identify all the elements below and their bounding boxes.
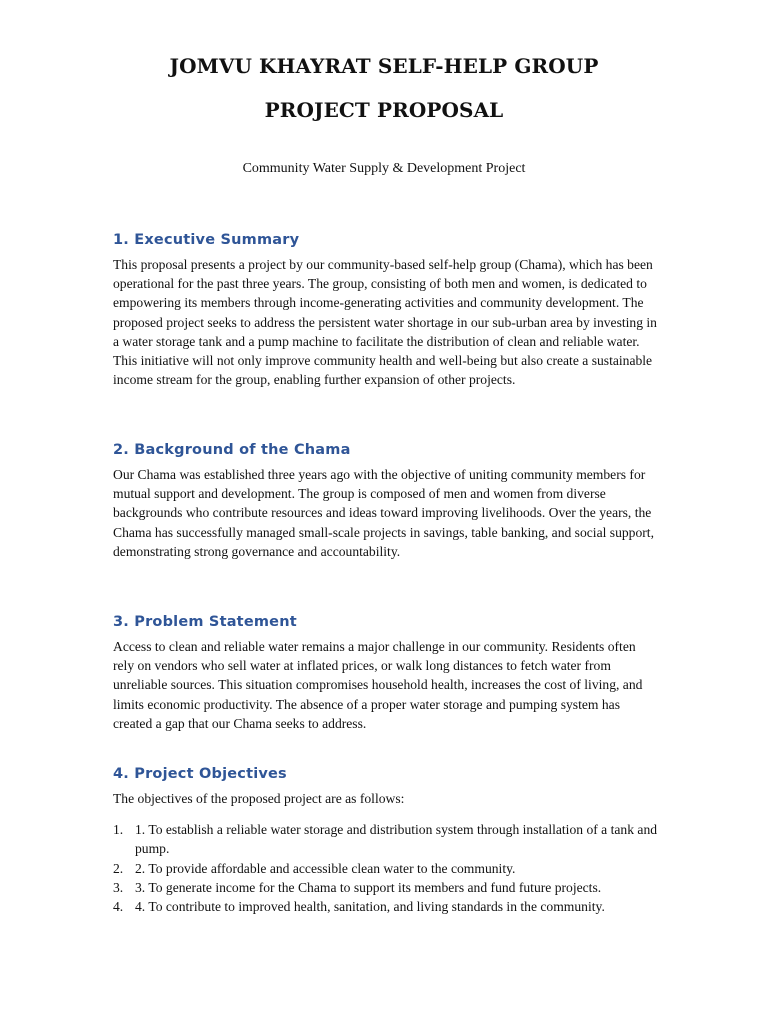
section-heading: 1. Executive Summary (113, 232, 300, 248)
list-item-text: 2. To provide affordable and accessible clean water to the community. (135, 860, 516, 876)
list-item-number: 4. (113, 899, 124, 915)
project-name: Community Water Supply & Development Project (242, 161, 526, 176)
section-background (113, 439, 658, 561)
section-body: This proposal presents a project by our community-based self-help group (Chama), which has been operational for the past three years. The group, consisting of both men and women, is dedicated to empowering its members through income-generating activities and community development. The proposed project seeks to address the persistent water shortage in our sub-urban area by investing in a water storage tank and a pump machine to facilitate the distribution of clean and reliable water. This initiative will not only improve community health and well-being but also create a sustainable income stream for the group, enabling further expansion of other projects. (113, 257, 657, 388)
section-project-objectives (113, 763, 658, 916)
section-body: Access to clean and reliable water remains a major challenge in our community. Residents often rely on vendors who sell water at inflated prices, or walk long distances to fetch water from unreliable sources. This situation compromises household health, increases the cost of living, and limits economic productivity. The absence of a proper water storage and pumping system has created a gap that our Chama seeks to address. (113, 639, 643, 731)
section-executive-summary (113, 229, 658, 389)
section-body: The objectives of the proposed project are as follows: (113, 791, 405, 806)
list-item-text: 4. To contribute to improved health, sanitation, and living standards in the community. (135, 899, 605, 915)
section-body: Our Chama was established three years ago with the objective of uniting community members for mutual support and development. The group is composed of men and women from diverse backgrounds who contribute resources and ideas toward improving livelihoods. Over the years, the Chama has successfully managed small-scale projects in savings, table banking, and social support, demonstrating strong governance and accountability. (113, 467, 654, 559)
list-item (113, 878, 658, 897)
section-heading: 4. Project Objectives (113, 766, 287, 782)
objectives-list (113, 820, 658, 916)
document-subtitle-heading: PROJECT PROPOSAL (264, 98, 504, 122)
section-heading: 2. Background of the Chama (113, 442, 351, 458)
section-problem-statement (113, 611, 658, 733)
section-heading: 3. Problem Statement (113, 614, 297, 630)
list-item-number: 2. (113, 860, 124, 876)
document-title: JOMVU KHAYRAT SELF-HELP GROUP (169, 54, 599, 78)
list-item-number: 3. (113, 879, 124, 895)
list-item (113, 859, 658, 878)
list-item (113, 820, 658, 858)
list-item (113, 897, 658, 916)
list-item-text: 1. To establish a reliable water storage and distribution system through installation of a tank and pump. (135, 822, 658, 857)
list-item-text: 3. To generate income for the Chama to support its members and fund future projects. (135, 879, 602, 895)
list-item-number: 1. (113, 822, 124, 838)
